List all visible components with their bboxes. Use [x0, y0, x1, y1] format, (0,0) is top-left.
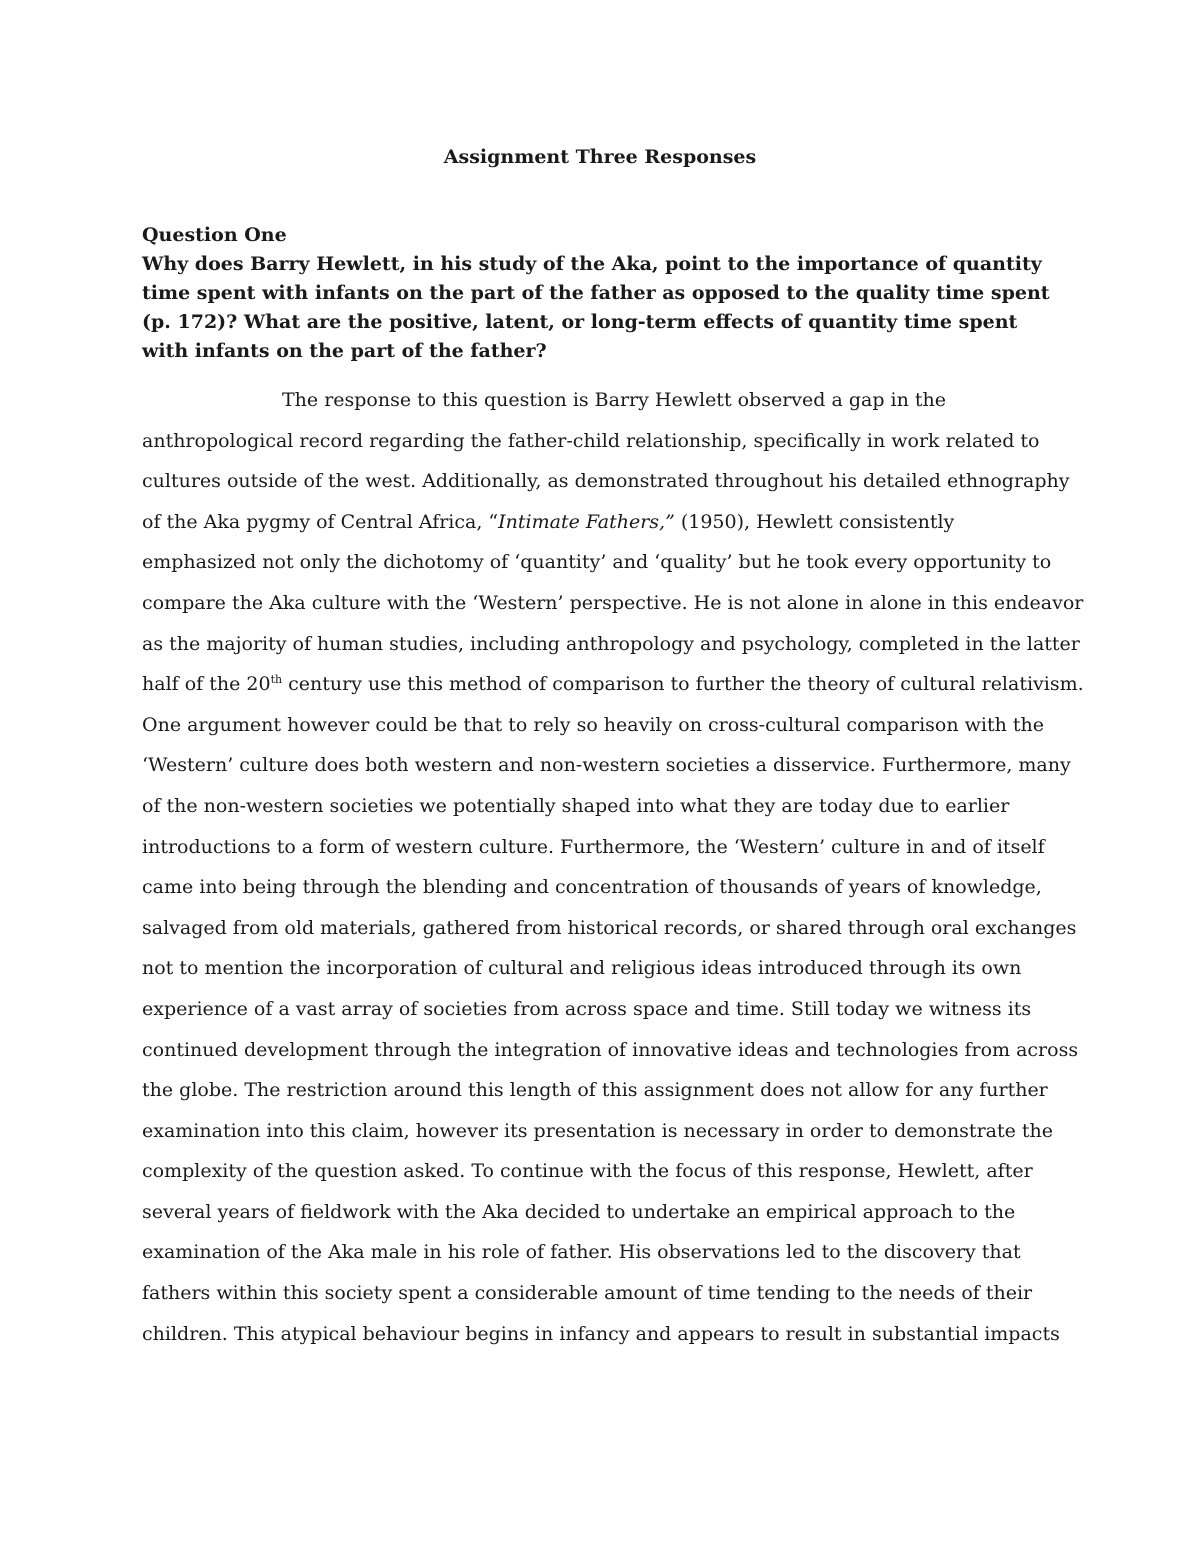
body-line: came into being through the blending and concentration of thousands of years of knowledge, — [142, 876, 1042, 899]
question-block — [142, 221, 1062, 366]
body-line-end: (1950), Hewlett consistently — [674, 510, 955, 533]
body-line: fathers within this society spent a considerable amount of time tending to the needs of their — [142, 1282, 1033, 1305]
body-line: emphasized not only the dichotomy of ‘quantity’ and ‘quality’ but he took every opportunity to — [142, 551, 1052, 574]
body-line: compare the Aka culture with the ‘Western’ perspective. He is not alone in alone in this endeavor — [142, 591, 1084, 614]
body-line: introductions to a form of western culture. Furthermore, the ‘Western’ culture in and of itself — [142, 835, 1045, 858]
body-line-with-citation — [142, 502, 1062, 543]
body-line: complexity of the question asked. To continue with the focus of this response, Hewlett, after — [142, 1160, 1033, 1183]
body-line: continued development through the integration of innovative ideas and technologies from across — [142, 1038, 1079, 1061]
document-title: Assignment Three Responses — [443, 146, 757, 168]
ordinal-superscript: th — [270, 673, 283, 687]
body-line: salvaged from old materials, gathered from historical records, or shared through oral exchanges — [142, 916, 1077, 939]
response-body — [142, 380, 1084, 1354]
body-line: One argument however could be that to rely so heavily on cross-cultural comparison with the — [142, 713, 1044, 736]
question-text: Why does Barry Hewlett, in his study of the Aka, point to the importance of quantity time spent with infants on the part of the father as opposed to the quality time spent (p. 172)? What are the positive, latent, or long-term effects of quantity time spent with infants on the part of the father? — [142, 253, 1050, 362]
body-line-with-superscript — [142, 664, 1084, 705]
body-line: several years of fieldwork with the Aka decided to undertake an empirical approach to the — [142, 1200, 1016, 1223]
body-line-end: century use this method of comparison to further the theory of cultural relativism. — [282, 673, 1084, 696]
body-line: experience of a vast array of societies from across space and time. Still today we witness its — [142, 997, 1032, 1020]
body-line-start: half of the 20 — [142, 673, 271, 696]
body-line: examination of the Aka male in his role of father. His observations led to the discovery that — [142, 1241, 1021, 1264]
body-line-start: of the Aka pygmy of Central Africa, “ — [142, 510, 499, 533]
body-line: children. This atypical behaviour begins in infancy and appears to result in substantial impacts — [142, 1322, 1060, 1345]
body-line: ‘Western’ culture does both western and non-western societies a disservice. Furthermore, many — [142, 754, 1071, 777]
body-line: The response to this question is Barry Hewlett observed a gap in the — [282, 389, 947, 411]
body-line: the globe. The restriction around this length of this assignment does not allow for any further — [142, 1079, 1048, 1102]
body-line: of the non-western societies we potentially shaped into what they are today due to earlier — [142, 794, 1010, 817]
body-line: not to mention the incorporation of cultural and religious ideas introduced through its own — [142, 957, 1022, 980]
book-title: Intimate Fathers,” — [498, 510, 675, 533]
question-label: Question One — [142, 224, 287, 246]
body-line: cultures outside of the west. Additionally, as demonstrated throughout his detailed ethnography — [142, 470, 1070, 493]
body-line: examination into this claim, however its presentation is necessary in order to demonstrate the — [142, 1119, 1054, 1142]
body-line: as the majority of human studies, including anthropology and psychology, completed in the latter — [142, 632, 1080, 655]
body-line: anthropological record regarding the father-child relationship, specifically in work related to — [142, 429, 1040, 452]
